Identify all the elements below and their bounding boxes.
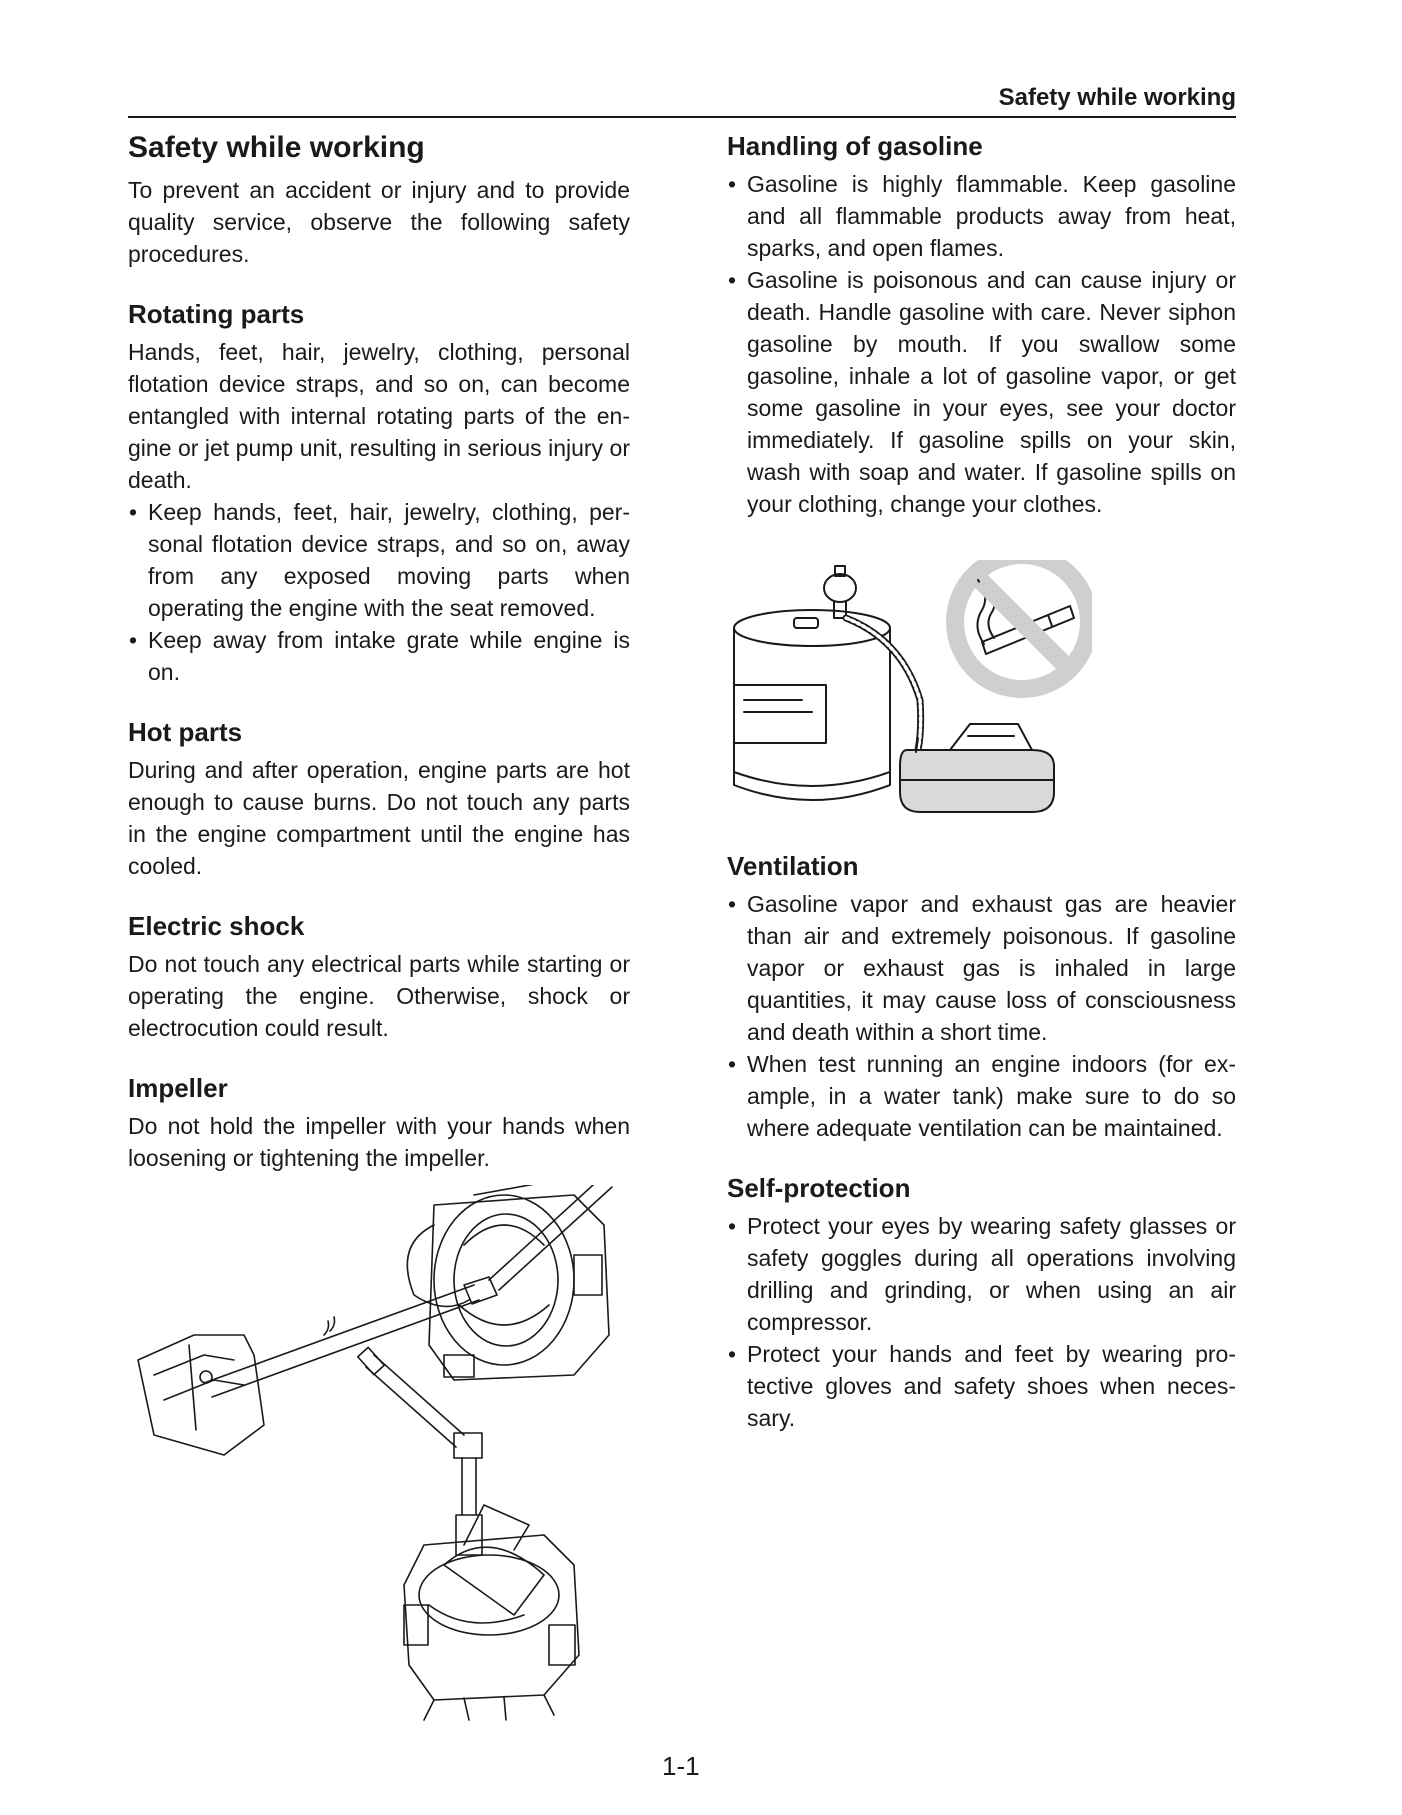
no-smoking-icon [946, 560, 1092, 698]
running-head: Safety while working [998, 84, 1236, 111]
rotating-parts-text: Hands, feet, hair, jewelry, clothing, personal flotation device straps, and so on, can become entangled with internal rotating parts of the engine or jet pump unit, resulting in serious injury or death. [128, 339, 630, 493]
electric-shock-heading: Electric shock [128, 911, 305, 941]
hot-parts-heading: Hot parts [128, 717, 243, 747]
page-title: Safety while working [128, 131, 425, 164]
ventilation-heading: Ventilation [727, 851, 859, 881]
handling-gasoline-list [727, 168, 1236, 520]
impeller-illustration [134, 1185, 634, 1725]
list-item: • Gasoline is poisonous and can cause injury or death. Handle gasoline with care. Never siphon gasoline by mouth. If you swallow some gasoline, inhale a lot of gasoline vapor, or get some gasoline in your eyes, see your doctor immediately. If gasoline spills on your skin, wash with soap and water. If gasoline spills on your clothing, change your clothes. [727, 264, 1236, 520]
list-item: • Keep hands, feet, hair, jewelry, clothing, personal flotation device straps, and so on, away from any exposed moving parts when operating the engine with the seat removed. [128, 496, 630, 624]
impeller-heading: Impeller [128, 1073, 228, 1103]
rotating-parts-heading: Rotating parts [128, 299, 305, 329]
list-item: • Gasoline vapor and exhaust gas are heavier than air and extremely poisonous. If gasoline vapor or exhaust gas is inhaled in large quantities, it may cause loss of consciousness and death within a short time. [727, 888, 1236, 1048]
list-item: • Protect your eyes by wearing safety glasses or safety goggles during all operations involving drilling and grinding, or when using an air compressor. [727, 1210, 1236, 1338]
intro-paragraph: To prevent an accident or injury and to provide quality service, observe the following safety procedures. [128, 177, 630, 267]
self-protection-list [727, 1210, 1236, 1434]
list-item: • Gasoline is highly flammable. Keep gasoline and all flammable products away from heat, sparks, and open flames. [727, 168, 1236, 264]
self-protection-heading: Self-protection [727, 1173, 911, 1203]
left-column [128, 128, 630, 1174]
list-item: • Keep away from intake grate while engine is on. [128, 624, 630, 688]
header-rule [128, 116, 1236, 118]
list-item: • When test running an engine indoors (for example, in a water tank) make sure to do so where adequate ventilation can be maintained. [727, 1048, 1236, 1144]
handling-gasoline-heading: Handling of gasoline [727, 131, 983, 161]
rotating-parts-list [128, 496, 630, 688]
list-item: • Protect your hands and feet by wearing protective gloves and safety shoes when necessary. [727, 1338, 1236, 1434]
ventilation-list [727, 888, 1236, 1144]
gasoline-siphon-illustration [732, 560, 1092, 830]
electric-shock-text: Do not touch any electrical parts while starting or operating the engine. Otherwise, shock or electrocution could result. [128, 951, 630, 1041]
page-number: 1-1 [662, 1751, 700, 1781]
hot-parts-text: During and after operation, engine parts are hot enough to cause burns. Do not touch any parts in the engine compartment until the engine has cooled. [128, 757, 630, 879]
impeller-text: Do not hold the impeller with your hands when loosening or tightening the impeller. [128, 1113, 630, 1171]
